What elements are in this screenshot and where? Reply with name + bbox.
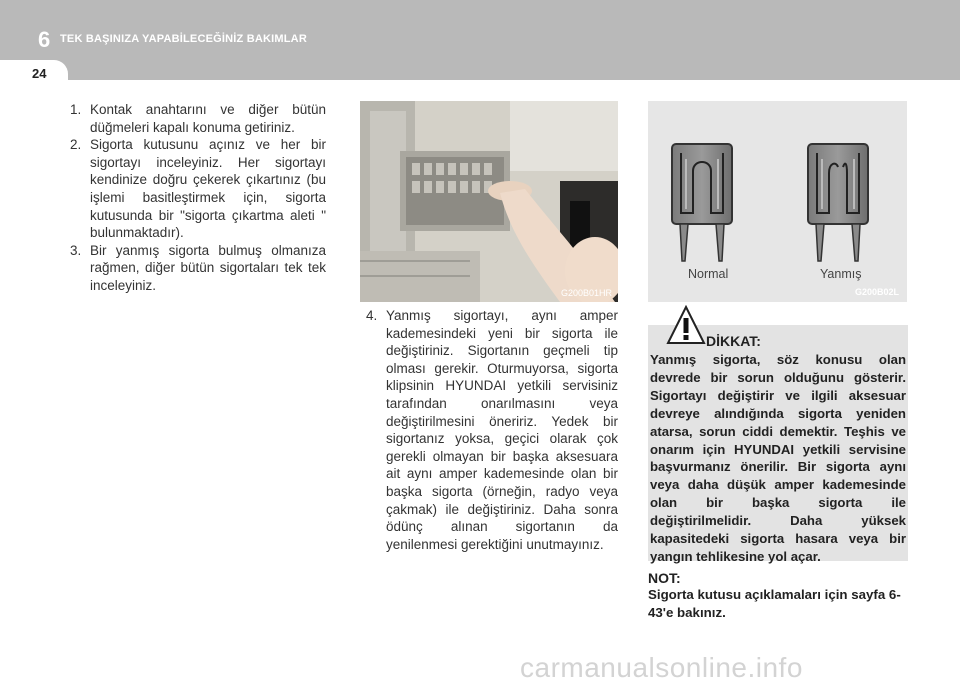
fuse-label-blown: Yanmış [820,267,862,281]
photo-code: G200B01HR [560,288,612,298]
fuse-figure-code: G200B02L [854,287,899,297]
warning-triangle-icon [666,305,706,347]
step-number: 1. [70,102,82,117]
caution-text: Yanmış sigorta, söz konusu olan devrede bir sorun olduğunu gösterir. Sigortayı değiştirir ve ilgili aksesuar devreye alındığında sigorta yeniden atarsa, sorun ciddi demektir. Teşhis ve onarım için HYUNDAI yetkili servisine başvurmanız önerilir. Bir sigorta aynı veya daha düşük amper kademesinde olan bir başka sigorta ile değiştirilmelidir. Daha yüksek kapasitedeki sigorta hasara veya bir yangın tehlikesine yol açar. [650,352,906,564]
list-item [362,307,618,553]
note-text: Sigorta kutusu açıklamaları için sayfa 6-43'e bakınız. [648,587,901,620]
caution-title: DİKKAT: [706,333,761,349]
chapter-title: TEK BAŞINIZA YAPABİLECEĞİNİZ BAKIMLAR [60,33,307,45]
step-four [362,307,618,553]
list-item [66,242,326,295]
page-number: 24 [32,66,47,81]
note-box [648,570,908,621]
normal-fuse-icon [672,144,732,261]
steps-list [66,101,326,295]
step-number: 3. [70,242,82,258]
list-item [66,136,326,242]
fuse-box-illustration [360,101,618,302]
step-text: Sigorta kutusunu açınız ve her bir sigortayı inceleyiniz. Her sigortayı kendinize doğru çekerek çıkartınız (bu işlemi basitleştirmek için, sigorta kutusunda bir "sigorta çıkartma aleti " bulunmaktadır). [90,137,326,241]
step-text: Kontak anahtarını ve diğer bütün düğmeleri kapalı konuma getiriniz. [90,102,326,135]
step-number: 2. [70,137,82,153]
fuse-box-photo [360,101,618,302]
step-number: 4. [366,308,378,323]
step-text: Yanmış sigortayı, aynı amper kademesindeki yeni bir sigorta ile değiştiriniz. Sigortanın geçmeli tip olması gerekir. Oturmuyorsa, sigorta klipsinin HYUNDAI yetkili servisiniz tarafından onarılmasını veya değiştirilmesini öneririz. Yedek bir sigortanız yoksa, geçici olarak çok gerekli olmayan bir başka aksesuara ait aynı amper kademesinde olan bir başka sigorta (örneğin, radyo veya çakmak) ile değiştiriniz. Daha sonra ödünç alınan sigortanın da yenilenmesi gerektiğini unutmayınız. [386,308,618,552]
list-item [66,101,326,136]
caution-box [648,325,908,564]
watermark: carmanualsonline.info [520,652,803,683]
note-title: NOT: [648,570,681,586]
chapter-number: 6 [38,27,51,52]
fuse-label-normal: Normal [688,267,729,281]
fuse-drawing [648,101,907,302]
fuse-comparison-figure [648,101,907,302]
blown-fuse-icon [808,144,868,261]
step-text: Bir yanmış sigorta bulmuş olmanıza rağmen, diğer bütün sigortaları tek tek inceleyiniz. [90,242,326,293]
